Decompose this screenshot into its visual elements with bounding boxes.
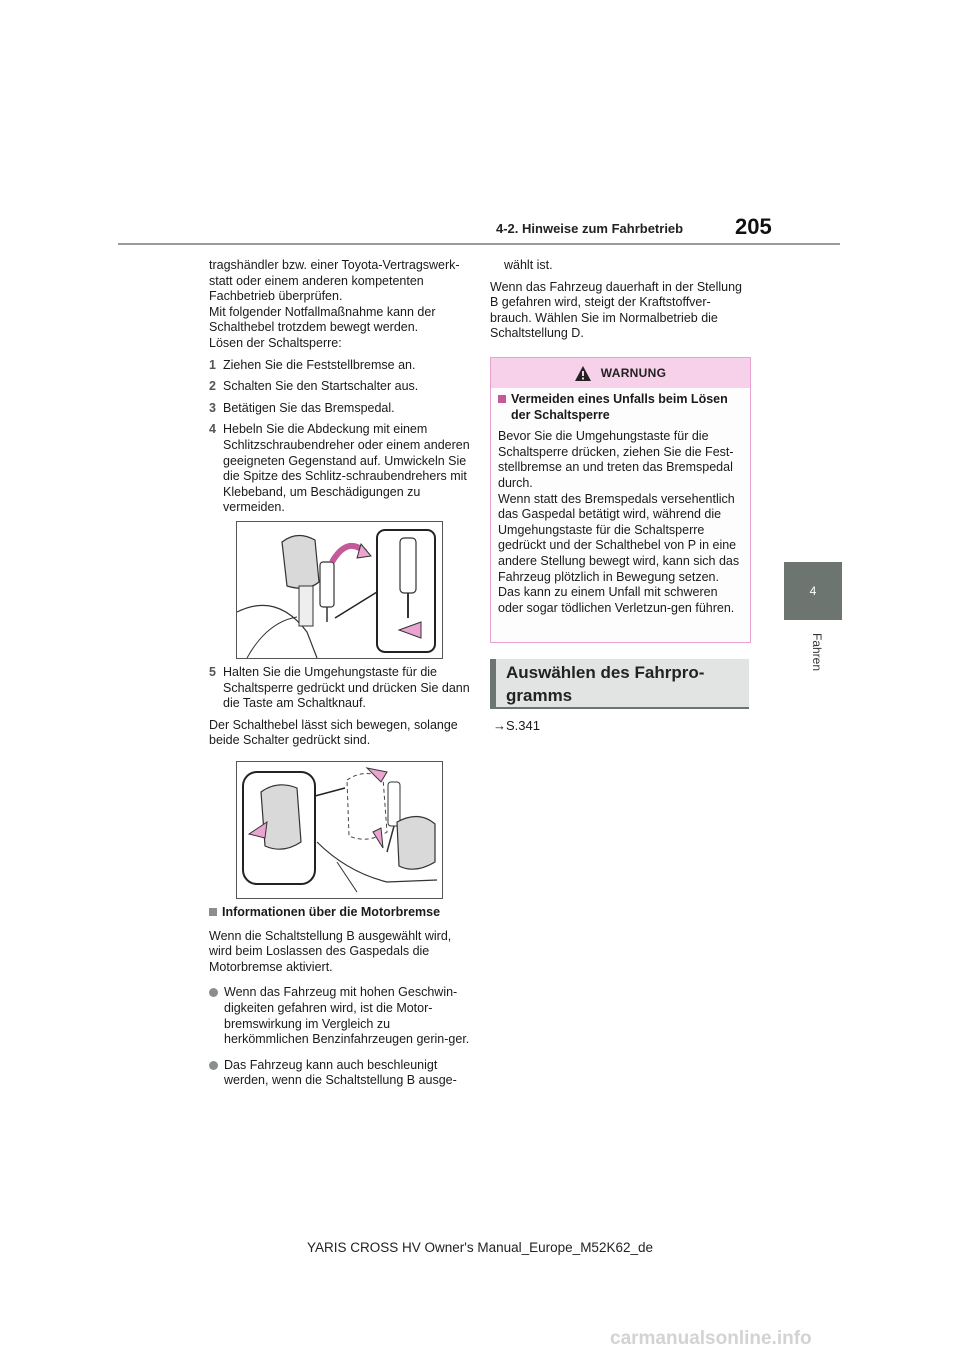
header-divider [118, 243, 840, 245]
step-item [209, 379, 471, 395]
step-text: Hebeln Sie die Abdeckung mit einem Schlitzschraubendreher oder einem anderen geeigneten Gegenstand auf. Umwickeln Sie die Spitze des Schlitz-schraubendrehers mit Klebeband, um Beschädigungen zu vermeiden. [223, 422, 470, 515]
left-column-mid [209, 665, 471, 749]
step-text: Betätigen Sie das Bremspedal. [223, 400, 395, 415]
warning-label: WARNUNG [600, 366, 667, 380]
figure-press-buttons [236, 761, 443, 899]
step-number: 4 [209, 422, 216, 437]
right-column-top [490, 258, 752, 342]
step-item [209, 401, 471, 417]
bullet-text: Wenn das Fahrzeug mit hohen Geschwin-digkeiten gefahren wird, ist die Motor-bremswirkung im Vergleich zu herkömmlichen Benzinfahrzeugen gerin-ger. [224, 985, 470, 1047]
warning-heading [498, 392, 742, 423]
step-number: 1 [209, 357, 216, 372]
figure-screwdriver-cover [236, 521, 443, 659]
section-heading-line: Auswählen des Fahrpro- [506, 663, 705, 682]
page-number: 205 [735, 214, 772, 239]
warning-text: Bevor Sie die Umgehungstaste für die Schaltsperre drücken, ziehen Sie die Fest-stellbremse an und treten das Bremspedal durch. [498, 429, 734, 490]
continuation-text: wählt ist. [504, 258, 553, 272]
warning-heading-text: Vermeiden eines Unfalls beim Lösen der Schaltsperre [511, 392, 728, 422]
fuel-paragraph: Wenn das Fahrzeug dauerhaft in der Stellung B gefahren wird, steigt der Kraftstoffver-brauch. Wählen Sie im Normalbetrieb die Schaltstellung D. [490, 279, 743, 341]
chapter-number: 4 [809, 584, 817, 598]
section-heading-line: gramms [506, 686, 573, 705]
step-number: 5 [209, 665, 216, 679]
circle-bullet-icon [209, 988, 218, 997]
step-text: Halten Sie die Umgehungstaste für die Schaltsperre gedrückt und drücken Sie dann die Taste am Schaltknauf. [223, 665, 470, 711]
intro-line: Lösen der Schaltsperre: [209, 335, 342, 350]
intro-line: tragshändler bzw. einer Toyota-Vertragswerk- [209, 258, 460, 272]
step-text: Ziehen Sie die Feststellbremse an. [223, 357, 416, 372]
intro-line: Schalthebel trotzdem bewegt werden. [209, 320, 419, 335]
chapter-tab [784, 562, 842, 620]
bullet-item [209, 985, 471, 1047]
step-item [209, 665, 471, 712]
shift-lock-cover-illustration [237, 522, 442, 658]
square-bullet-icon [498, 395, 506, 403]
warning-triangle-icon [575, 366, 591, 381]
bullet-item [209, 1058, 471, 1089]
warning-body [491, 388, 750, 616]
chapter-label: Fahren [810, 633, 824, 672]
bullet-text: Das Fahrzeug kann auch beschleunigt werden, wenn die Schaltstellung B ausge- [224, 1057, 457, 1088]
left-column-top [209, 258, 471, 516]
info-heading [209, 905, 471, 921]
info-text: Wenn die Schaltstellung B ausgewählt wird, wird beim Loslassen des Gaspedals die Motorbremse aktiviert. [209, 928, 452, 974]
step-text: Schalten Sie den Startschalter aus. [223, 379, 419, 394]
step-item [209, 358, 471, 374]
info-heading-text: Informationen über die Motorbremse [222, 905, 441, 919]
step-item [209, 422, 471, 516]
circle-bullet-icon [209, 1061, 218, 1070]
shift-knob-illustration [237, 762, 442, 898]
warning-header [491, 358, 750, 388]
section-header-title: 4-2. Hinweise zum Fahrbetrieb [496, 221, 684, 236]
step-number: 3 [209, 400, 216, 415]
warning-text: Wenn statt des Bremspedals versehentlich das Gaspedal betätigt wird, während die Umgehungstaste für die Schaltsperre gedrückt und der Schalthebel von P in eine andere Stellung bewegt wird, kann sich das Fahrzeug plötzlich in Bewegung setzen. Das kann zu einem Unfall mit schweren oder sogar tödlichen Verletzun-gen führen. [498, 491, 740, 615]
left-column-bottom [209, 905, 471, 1089]
footer-manual-title: YARIS CROSS HV Owner's Manual_Europe_M52K62_de [307, 1240, 653, 1255]
warning-box [490, 357, 751, 643]
page-reference[interactable]: →S.341 [493, 718, 540, 733]
watermark: carmanualsonline.info [610, 1328, 812, 1349]
intro-line: Fachbetrieb überprüfen. [209, 289, 343, 304]
section-heading [490, 659, 749, 709]
square-bullet-icon [209, 908, 217, 916]
step-number: 2 [209, 379, 216, 394]
intro-line: statt oder einem anderen kompetenten [209, 273, 424, 288]
intro-line: Mit folgender Notfallmaßnahme kann der [209, 304, 436, 319]
after-step-text: Der Schalthebel lässt sich bewegen, solange beide Schalter gedrückt sind. [209, 717, 458, 748]
